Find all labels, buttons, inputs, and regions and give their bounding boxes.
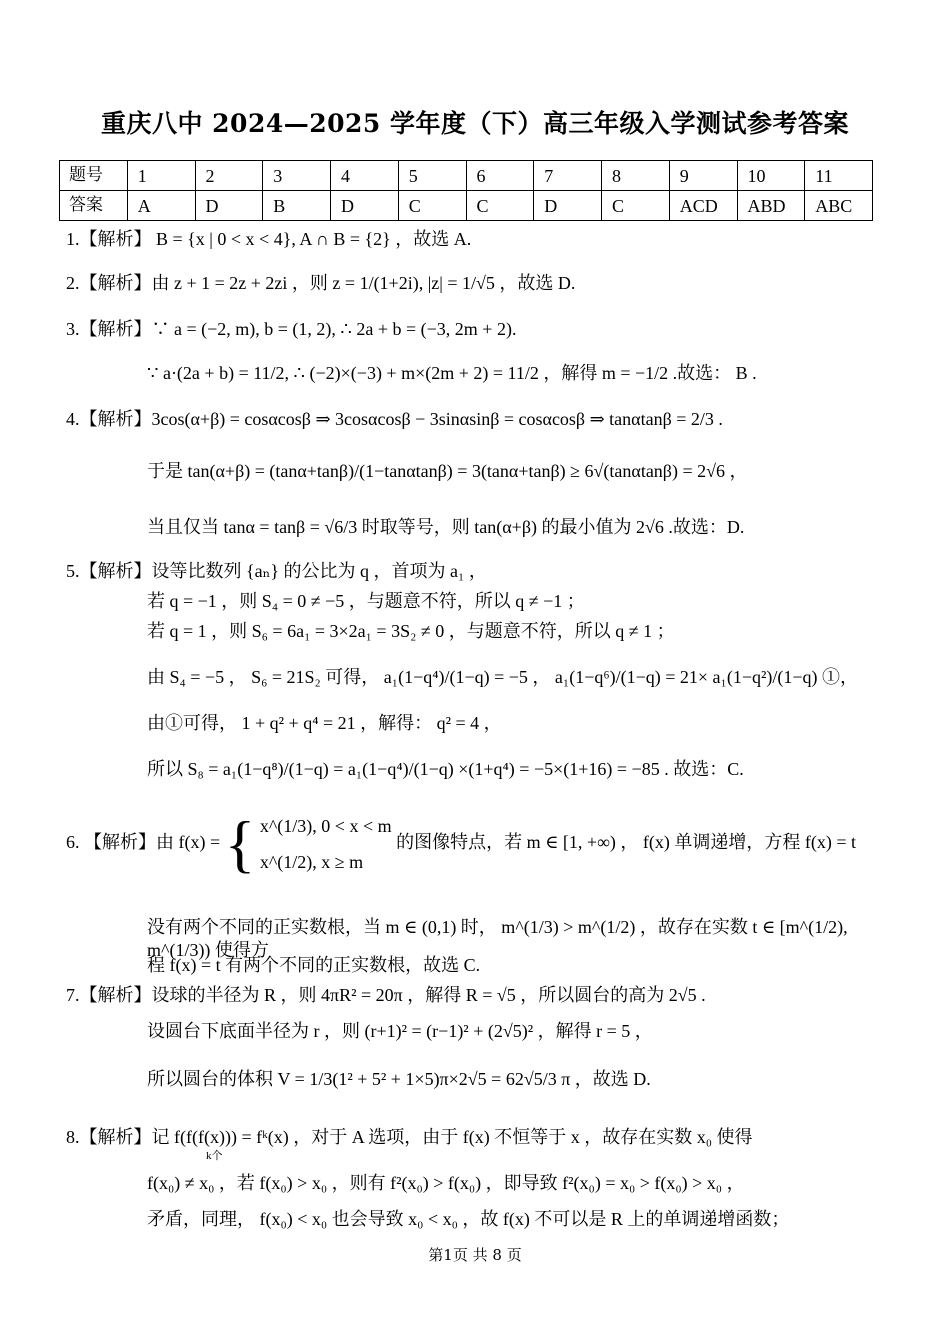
answer-row (60, 191, 873, 221)
question-number-row (60, 161, 873, 191)
answer-cell: B (263, 191, 331, 221)
solution-8-line-2: f(x₀) ≠ x₀ ，若 f(x₀) > x₀ ，则有 f²(x₀) > f(x₀) ，即导致 f²(x₀) = x₀ > f(x₀) > x₀ ， (147, 1173, 745, 1193)
row-label-question: 题号 (60, 161, 128, 191)
solution-8-line-1 (66, 1126, 886, 1162)
solution-8-text: 8.【解析】记 f(f(f(x))) = fᵏ(x) ，对于 A 选项，由于 f(x) 不恒等于 x ，故存在实数 x₀ 使得 (66, 1127, 753, 1147)
solution-4-line-1: 4.【解析】3cos(α+β) = cosαcosβ ⇒ 3cosαcosβ − 3sinαsinβ = cosαcosβ ⇒ tanαtanβ = 2/3 . (66, 409, 723, 429)
answer-cell: C (602, 191, 670, 221)
question-cell: 7 (534, 161, 602, 191)
solution-2: 2.【解析】由 z + 1 = 2z + 2zi ，则 z = 1/(1+2i), |z| = 1/√5 ，故选 D. (66, 273, 576, 293)
answer-cell: D (534, 191, 602, 221)
question-cell: 9 (669, 161, 737, 191)
answer-cell: D (331, 191, 399, 221)
solution-3-line-1: 3.【解析】∵ a = (−2, m), b = (1, 2), ∴ 2a + b = (−3, 2m + 2). (66, 319, 517, 339)
solution-6-prefix: 6. 【解析】由 f(x) = (66, 832, 221, 853)
question-cell: 1 (127, 161, 195, 191)
answer-cell: ACD (669, 191, 737, 221)
solution-6-line-2: 没有两个不同的正实数根，当 m ∈ (0,1) 时， m^(1/3) > m^(1/2) ，故存在实数 t ∈ [m^(1/2), m^(1/3)) 使得方 (147, 917, 848, 960)
question-cell: 5 (398, 161, 466, 191)
answer-cell: C (466, 191, 534, 221)
answer-table (59, 160, 873, 221)
piecewise-case-1: x^(1/3), 0 < x < m (259, 816, 392, 836)
solution-1: 1.【解析】 B = {x | 0 < x < 4}, A ∩ B = {2} ，故选 A. (66, 229, 472, 249)
solution-5-line-5: 由①可得， 1 + q² + q⁴ = 21 ，解得： q² = 4 ， (147, 713, 502, 733)
solution-5-line-1: 5.【解析】设等比数列 {aₙ} 的公比为 q ，首项为 a₁ ， (66, 561, 487, 581)
piecewise-cases (260, 808, 392, 880)
solution-5-line-6: 所以 S₈ = a₁(1−q⁸)/(1−q) = a₁(1−q⁴)/(1−q) ×(1+q⁴) = −5×(1+16) = −85 . 故选：C. (147, 759, 744, 779)
solution-7-line-2: 设圆台下底面半径为 r ，则 (r+1)² = (r−1)² + (2√5)² ，解得 r = 5 ， (147, 1021, 653, 1041)
answer-cell: ABD (737, 191, 805, 221)
question-cell: 8 (602, 161, 670, 191)
question-cell: 6 (466, 161, 534, 191)
underbrace-label: k个 (206, 1150, 223, 1162)
question-cell: 4 (331, 161, 399, 191)
piecewise-case-2: x^(1/2), x ≥ m (259, 852, 364, 872)
solution-7-line-3: 所以圆台的体积 V = 1/3(1² + 5² + 1×5)π×2√5 = 62√5/3 π ，故选 D. (147, 1069, 651, 1089)
page-title: 重庆八中 2024—2025 学年度（下）高三年级入学测试参考答案 (100, 109, 850, 138)
solution-8-line-3: 矛盾，同理， f(x₀) < x₀ 也会导致 x₀ < x₀ ，故 f(x) 不可以是 R 上的单调递增函数； (147, 1209, 790, 1229)
solution-6-line-3: 程 f(x) = t 有两个不同的正实数根，故选 C. (147, 955, 481, 975)
solution-3-line-2: ∵ a·(2a + b) = 11/2, ∴ (−2)×(−3) + m×(2m + 2) = 11/2 ，解得 m = −1/2 .故选： B . (147, 363, 757, 383)
question-cell: 2 (195, 161, 263, 191)
solution-7-line-1: 7.【解析】设球的半径为 R ，则 4πR² = 20π ，解得 R = √5 ，所以圆台的高为 2√5 . (66, 985, 706, 1005)
question-cell: 3 (263, 161, 331, 191)
row-label-answer: 答案 (60, 191, 128, 221)
answer-cell: C (398, 191, 466, 221)
answer-cell: ABC (805, 191, 873, 221)
solution-5-line-3: 若 q = 1 ，则 S₆ = 6a₁ = 3×2a₁ = 3S₂ ≠ 0 ，与题意不符，所以 q ≠ 1 ； (147, 621, 675, 641)
question-cell: 11 (805, 161, 873, 191)
solution-6-line-1 (66, 808, 886, 880)
question-cell: 10 (737, 161, 805, 191)
solution-5-line-2: 若 q = −1 ，则 S₄ = 0 ≠ −5 ，与题意不符，所以 q ≠ −1 ； (147, 591, 585, 611)
solution-4-line-3: 当且仅当 tanα = tanβ = √6/3 时取等号，则 tan(α+β) 的最小值为 2√6 .故选：D. (147, 517, 745, 537)
solution-5-line-4: 由 S₄ = −5 ， S₆ = 21S₂ 可得， a₁(1−q⁴)/(1−q) = −5 ， a₁(1−q⁶)/(1−q) = 21× a₁(1−q²)/(1−q) ①， (147, 667, 858, 687)
page-footer: 第1页 共 8 页 (428, 1246, 522, 1264)
solution-6-suffix: 的图像特点，若 m ∈ [1, +∞) ， f(x) 单调递增，方程 f(x) = t (396, 832, 857, 853)
piecewise-brace: { (224, 808, 256, 879)
solution-4-line-2: 于是 tan(α+β) = (tanα+tanβ)/(1−tanαtanβ) = 3(tanα+tanβ) ≥ 6√(tanαtanβ) = 2√6 ， (147, 461, 748, 481)
answer-cell: D (195, 191, 263, 221)
answer-cell: A (127, 191, 195, 221)
